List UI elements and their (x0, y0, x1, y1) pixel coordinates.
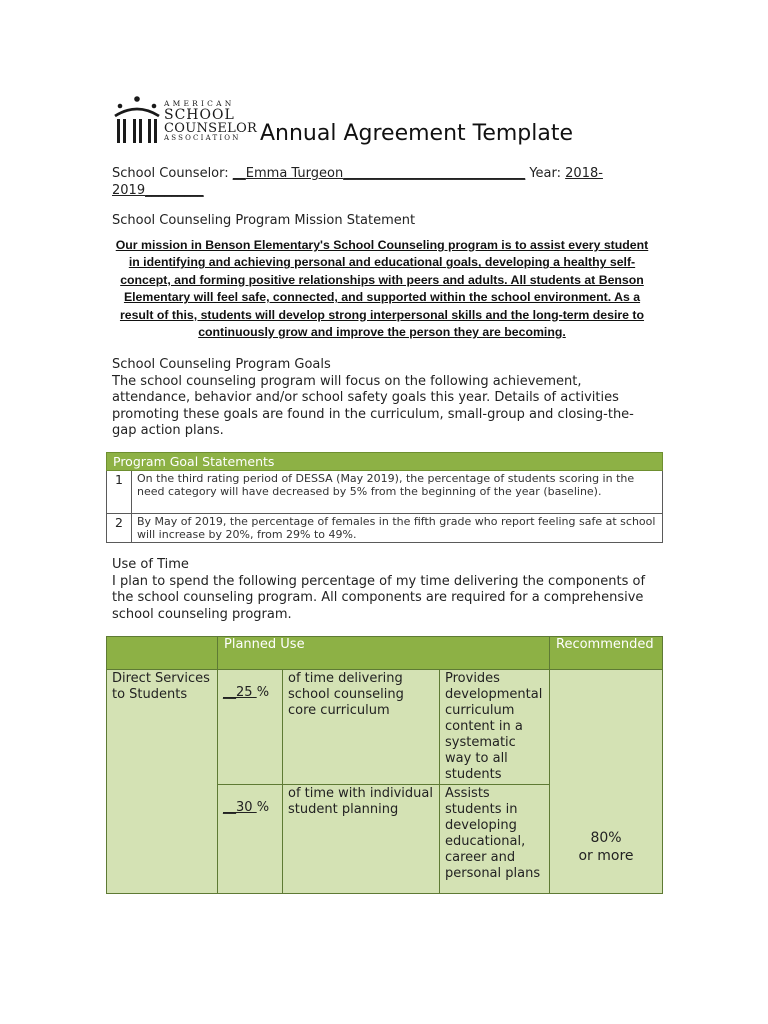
goal-text: On the third rating period of DESSA (May 2019), the percentage of students scoring in the need category will have decreased by 5% from the beginning of the year (baseline). (132, 471, 663, 514)
recommended-value: 80% (590, 830, 622, 846)
logo-line-3: COUNSELOR (164, 120, 258, 136)
use-table-header (107, 637, 663, 670)
logo-line-2: SCHOOL (164, 106, 235, 123)
asca-logo (112, 94, 258, 150)
use-of-time-description: I plan to spend the following percentage of my time delivering the components of the school counseling program. All components are required for a comprehensive school counseling program. (112, 573, 646, 622)
year-field[interactable]: 2019_________ (112, 182, 204, 198)
table-row (107, 670, 663, 785)
goals-description: The school counseling program will focus on the following achievement, attendance, behavior and/or school safety goals this year. Details of activities promoting these goals are found in the curriculum, small-group and closing-the-gap action plans. (112, 373, 634, 438)
goals-heading: School Counseling Program Goals (112, 357, 331, 372)
goals-table-header (107, 453, 663, 471)
counselor-name-field[interactable]: __Emma Turgeon____________________________ (232, 166, 526, 181)
header-empty-cell (107, 637, 218, 670)
year-value[interactable]: 2018- (565, 166, 603, 181)
goal-text: By May of 2019, the percentage of females in the fifth grade who report feeling safe at school will increase by 20%, from 29% to 49%. (132, 514, 663, 543)
recommended-note: or more (578, 848, 634, 864)
goals-section (112, 357, 657, 440)
mission-statement: Our mission in Benson Elementary's School Counseling program is to assist every student in identifying and achieving personal and educational goals, developing a healthy self-concept, and forming positive relationships with peers and adults. All students at Benson Elementary will feel safe, connected, and supported within the school environment. As a result of this, students will develop strong interpersonal skills and the long-term desire to continuously grow and improve the person they are becoming. (115, 238, 649, 340)
use-of-time-section (112, 557, 657, 623)
logo-line-1: AMERICAN (164, 99, 235, 108)
header-planned-use: Planned Use (218, 637, 550, 670)
goal-number: 1 (107, 471, 132, 514)
use-of-time-heading: Use of Time (112, 557, 189, 572)
activity-description: of time with individual student planning (283, 785, 440, 894)
activity-purpose: Assists students in developing educational, career and personal plans (440, 785, 550, 894)
goals-table-header-cell: Program Goal Statements (107, 453, 663, 471)
table-row (107, 514, 663, 543)
percent-value: 25 (236, 685, 257, 700)
planned-use-table (106, 636, 663, 894)
header-recommended: Recommended (550, 637, 663, 670)
program-goals-table (106, 452, 663, 543)
percent-cell[interactable]: __30 % (218, 785, 283, 894)
counselor-name: Emma Turgeon (245, 166, 344, 181)
year-label: Year: (529, 166, 562, 181)
activity-description: of time delivering school counseling core curriculum (283, 670, 440, 785)
mission-heading: School Counseling Program Mission Statement (112, 213, 416, 228)
logo-line-4: ASSOCIATION (164, 133, 241, 142)
percent-cell[interactable]: __25 % (218, 670, 283, 785)
recommended-cell (550, 670, 663, 894)
category-cell: Direct Services to Students (107, 670, 218, 894)
counselor-line (112, 166, 652, 199)
asca-logo-icon (112, 94, 162, 150)
percent-value: 30 (236, 800, 257, 815)
goal-number: 2 (107, 514, 132, 543)
table-row (107, 471, 663, 514)
counselor-label: School Counselor: (112, 166, 229, 181)
activity-purpose: Provides developmental curriculum content in a systematic way to all students (440, 670, 550, 785)
document-title: Annual Agreement Template (260, 121, 574, 146)
